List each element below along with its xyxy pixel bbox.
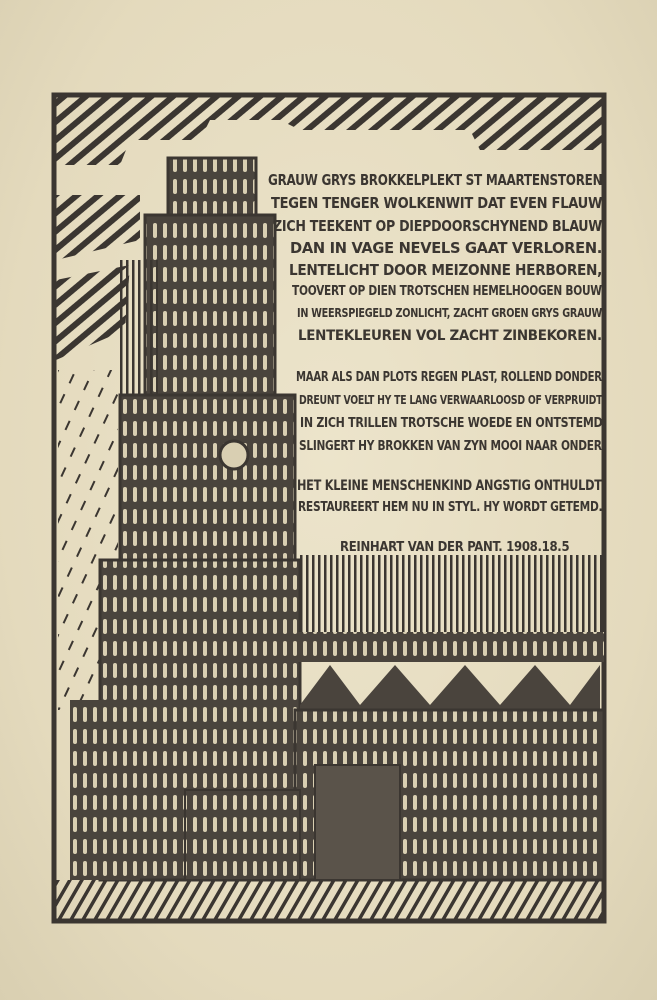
poem-line: HET KLEINE MENSCHENKIND ANGSTIG ONTHULDT — [297, 478, 602, 494]
poem-line: LENTELICHT DOOR MEIZONNE HERBOREN, — [289, 261, 603, 279]
poem-line: MAAR ALS DAN PLOTS REGEN PLAST, ROLLEND DONDER — [296, 370, 602, 385]
poem-line: TEGEN TENGER WOLKENWIT DAT EVEN FLAUW — [271, 194, 603, 212]
poem-line: LENTEKLEUREN VOL ZACHT ZINBEKOREN. — [298, 328, 602, 344]
poem-line: GRAUW GRYS BROKKELPLEKT ST MAARTENSTOREN — [268, 171, 603, 189]
sky-hatching — [56, 97, 602, 165]
poem-line: DAN IN VAGE NEVELS GAAT VERLOREN. — [290, 239, 603, 257]
poem-line: ZICH TEEKENT OP DIEPDOORSCHYNEND BLAUW — [273, 217, 602, 235]
clock-face — [220, 441, 248, 469]
poem-line: SLINGERT HY BROKKEN VAN ZYN MOOI NAAR ONDER — [299, 439, 602, 454]
ground-hatching — [56, 880, 602, 919]
poem-line: RESTAUREERT HEM NU IN STYL. HY WORDT GETEMD. — [298, 499, 603, 515]
poem-line: IN WEERSPIEGELD ZONLICHT, ZACHT GROEN GRYS GRAUW — [297, 305, 602, 320]
poem-line: DREUNT VOELT HY TE LANG VERWAARLOOSD OF VERPRUIDT — [299, 392, 603, 407]
poem-line: TOOVERT OP DIEN TROTSCHEN HEMELHOOGEN BOUW — [292, 284, 602, 299]
artist-signature: REINHART VAN DER PANT. 1908.18.5 — [340, 540, 570, 555]
poem-line: IN ZICH TRILLEN TROTSCHE WOEDE EN ONTSTEMD — [300, 415, 603, 431]
